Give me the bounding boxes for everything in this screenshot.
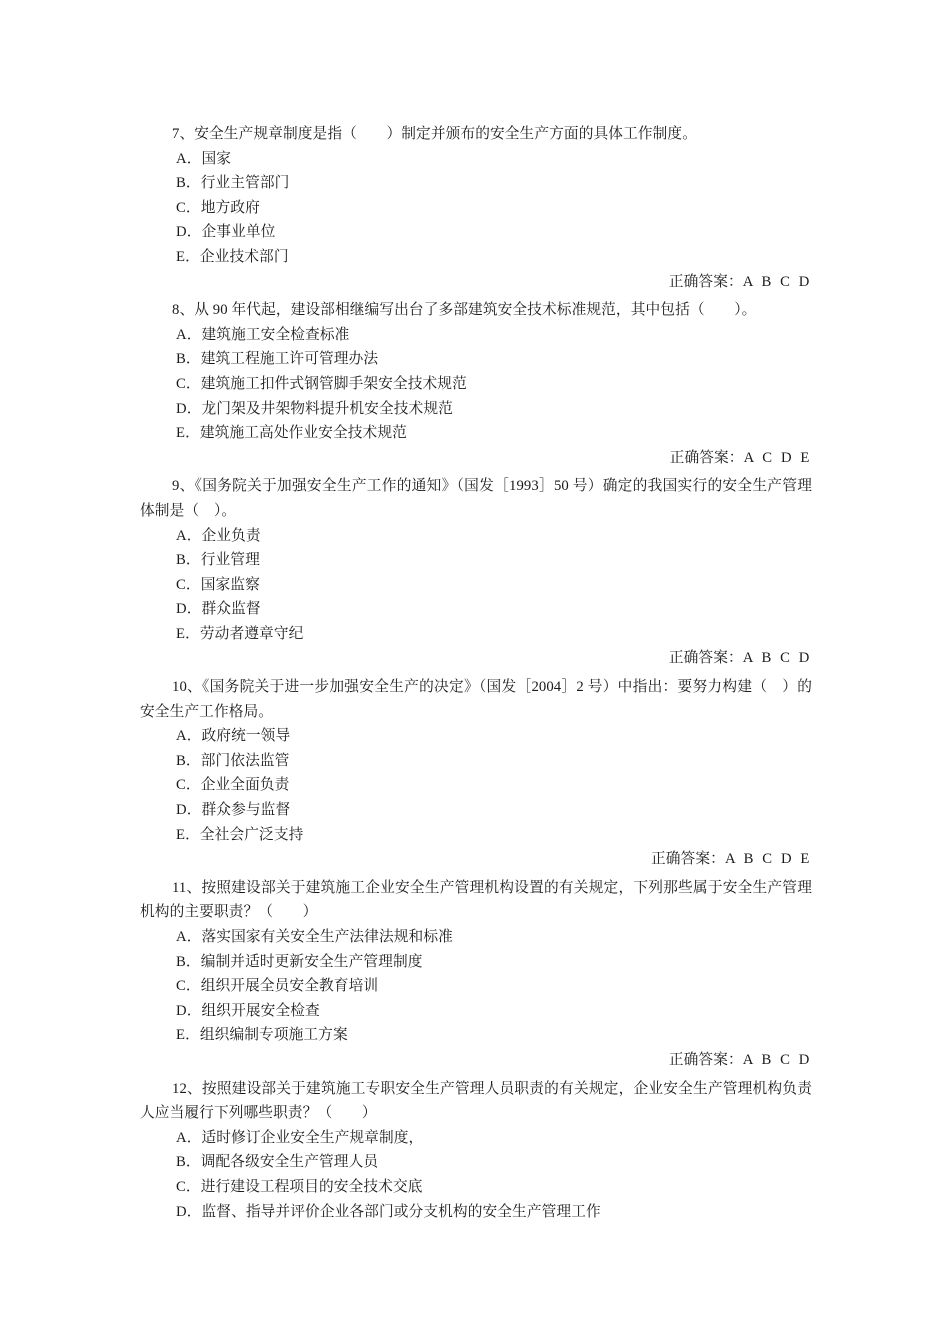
question-stem-text: 按照建设部关于建筑施工企业安全生产管理机构设置的有关规定，下列那些属于安全生产管理机构的主要职责？（ ）	[140, 879, 812, 921]
option-letter: C	[176, 777, 186, 794]
question-number: 7、	[172, 126, 195, 142]
correct-answer-label: 正确答案：	[669, 449, 744, 466]
correct-answer-value: A B C D	[742, 1051, 812, 1068]
option-text: 行业管理	[200, 552, 260, 569]
option-letter: A	[176, 527, 187, 544]
option-letter: D	[176, 400, 187, 417]
question-option[interactable]	[140, 1175, 812, 1200]
option-letter: B	[176, 175, 186, 192]
option-text: 地方政府	[200, 199, 260, 216]
option-letter: A	[176, 326, 187, 343]
option-text: 企业负责	[201, 527, 261, 544]
option-letter: D	[176, 224, 187, 241]
option-text: 群众监督	[201, 601, 261, 618]
question-option[interactable]	[140, 220, 812, 245]
option-text: 建筑施工扣件式钢管脚手架安全技术规范	[200, 375, 467, 392]
option-separator: ．	[185, 953, 201, 970]
option-letter: D	[176, 601, 187, 618]
question-number: 10、	[172, 679, 203, 696]
block-spacer	[140, 470, 812, 471]
option-separator: ．	[186, 929, 202, 945]
correct-answer-value: A B C D	[742, 273, 812, 290]
option-text: 适时修订企业安全生产规章制度，	[201, 1129, 424, 1146]
option-separator: ．	[186, 601, 202, 618]
option-separator: ．	[185, 552, 201, 569]
option-text: 企事业单位	[201, 224, 276, 241]
question-block	[140, 675, 812, 873]
option-separator: ．	[185, 1027, 200, 1044]
question-option[interactable]	[140, 421, 812, 446]
question-option[interactable]	[140, 999, 812, 1024]
option-text: 监督、指导并评价企业各部门或分支机构的安全生产管理工作	[201, 1203, 601, 1220]
question-option[interactable]	[140, 147, 812, 172]
correct-answer	[140, 270, 812, 295]
correct-answer-value: A B C D	[742, 650, 812, 667]
option-separator: ．	[185, 199, 201, 216]
question-option[interactable]	[140, 724, 812, 749]
option-separator: ．	[185, 777, 201, 794]
option-separator: ．	[186, 1129, 202, 1146]
option-text: 建筑施工高处作业安全技术规范	[199, 425, 407, 442]
question-stem	[140, 474, 812, 523]
option-text: 调配各级安全生产管理人员	[200, 1154, 379, 1171]
option-separator: ．	[186, 400, 202, 417]
option-separator: ．	[185, 175, 201, 192]
option-letter: C	[176, 1178, 186, 1195]
option-letter: C	[176, 375, 186, 392]
option-letter: B	[176, 552, 186, 569]
option-letter: E	[176, 425, 186, 442]
question-stem-text: 安全生产规章制度是指（ ）制定并颁布的安全生产方面的具体工作制度。	[194, 126, 698, 142]
option-text: 组织开展安全检查	[201, 1002, 320, 1019]
correct-answer	[140, 847, 812, 872]
question-stem-text: 从 90 年代起，建设部相继编写出台了多部建筑安全技术标准规范，其中包括（ ）。	[194, 302, 757, 319]
correct-answer-label: 正确答案：	[668, 273, 743, 290]
option-letter: B	[176, 351, 186, 368]
question-option[interactable]	[140, 245, 812, 270]
option-separator: ．	[185, 248, 200, 265]
option-letter: E	[176, 1027, 186, 1044]
question-option[interactable]	[140, 974, 812, 999]
option-letter: B	[176, 752, 186, 769]
option-separator: ．	[185, 576, 201, 593]
question-option[interactable]	[140, 372, 812, 397]
question-option[interactable]	[140, 622, 812, 647]
block-spacer	[140, 294, 812, 295]
question-stem	[140, 122, 812, 147]
correct-answer	[140, 1048, 812, 1073]
option-separator: ．	[185, 351, 201, 368]
option-text: 龙门架及井架物料提升机安全技术规范	[201, 400, 453, 417]
option-separator: ．	[186, 1203, 202, 1220]
question-option[interactable]	[140, 1150, 812, 1175]
correct-answer-value: A C D E	[743, 449, 812, 466]
option-separator: ．	[186, 224, 202, 241]
question-block	[140, 474, 812, 672]
question-option[interactable]	[140, 1126, 812, 1151]
option-text: 建筑工程施工许可管理办法	[200, 351, 379, 368]
option-text: 进行建设工程项目的安全技术交底	[200, 1178, 423, 1195]
question-stem	[140, 1077, 812, 1126]
block-spacer	[140, 872, 812, 873]
question-option[interactable]	[140, 597, 812, 622]
option-separator: ．	[186, 728, 202, 745]
option-letter: D	[176, 1002, 187, 1019]
option-separator: ．	[185, 752, 201, 769]
option-text: 组织编制专项施工方案	[199, 1027, 348, 1044]
option-letter: E	[176, 625, 186, 642]
correct-answer	[140, 646, 812, 671]
question-option[interactable]	[140, 196, 812, 221]
correct-answer	[140, 446, 812, 471]
question-block	[140, 876, 812, 1074]
option-text: 部门依法监管	[200, 752, 290, 769]
block-spacer	[140, 671, 812, 672]
question-option[interactable]	[140, 347, 812, 372]
question-option[interactable]	[140, 773, 812, 798]
option-text: 国家	[201, 150, 232, 167]
option-separator: ．	[185, 1154, 201, 1171]
option-text: 政府统一领导	[201, 728, 291, 745]
option-letter: A	[176, 1129, 187, 1146]
option-text: 建筑施工安全检查标准	[201, 326, 350, 343]
question-block	[140, 298, 812, 471]
question-option[interactable]	[140, 397, 812, 422]
correct-answer-label: 正确答案：	[668, 1051, 743, 1068]
question-option[interactable]	[140, 323, 812, 348]
option-letter: D	[176, 1203, 187, 1220]
option-letter: B	[176, 1154, 186, 1171]
option-letter: C	[176, 576, 186, 593]
option-letter: C	[176, 199, 186, 216]
correct-answer-label: 正确答案：	[650, 851, 725, 868]
question-stem	[140, 876, 812, 925]
question-option[interactable]	[140, 1023, 812, 1048]
option-text: 行业主管部门	[200, 175, 290, 192]
option-letter: E	[176, 248, 186, 265]
block-spacer	[140, 1073, 812, 1074]
question-option[interactable]	[140, 524, 812, 549]
option-text: 劳动者遵章守纪	[199, 625, 304, 642]
question-stem-text: 按照建设部关于建筑施工专职安全生产管理人员职责的有关规定，企业安全生产管理机构负责人应当履行下列哪些职责？（ ）	[140, 1080, 812, 1122]
correct-answer-label: 正确答案：	[668, 650, 743, 667]
question-number: 11、	[172, 879, 202, 896]
question-option[interactable]	[140, 823, 812, 848]
question-option[interactable]	[140, 798, 812, 823]
option-text: 企业技术部门	[199, 248, 289, 265]
correct-answer-value: A B C D E	[724, 851, 812, 868]
option-separator: ．	[186, 802, 202, 819]
option-separator: ．	[185, 375, 201, 392]
question-option[interactable]	[140, 171, 812, 196]
option-letter: A	[176, 929, 187, 945]
question-option[interactable]	[140, 950, 812, 975]
option-separator: ．	[186, 1002, 202, 1019]
question-block	[140, 1077, 812, 1225]
question-option[interactable]	[140, 573, 812, 598]
question-number: 12、	[172, 1080, 202, 1097]
option-text: 全社会广泛支持	[199, 826, 304, 843]
question-stem-text: 《国务院关于进一步加强安全生产的决定》（国发［2004］2 号）中指出：要努力构建（ ）的安全生产工作格局。	[140, 679, 812, 720]
question-stem	[140, 298, 812, 323]
option-separator: ．	[185, 826, 200, 843]
option-letter: A	[176, 728, 187, 745]
option-separator: ．	[186, 527, 202, 544]
question-stem-text: 《国务院关于加强安全生产工作的通知》（国发［1993］50 号）确定的我国实行的安全生产管理体制是（ ）。	[140, 478, 813, 519]
option-separator: ．	[186, 326, 202, 343]
question-option[interactable]	[140, 548, 812, 573]
option-separator: ．	[186, 150, 202, 167]
option-letter: B	[176, 953, 186, 970]
option-text: 编制并适时更新安全生产管理制度	[200, 953, 423, 970]
option-letter: A	[176, 150, 187, 167]
option-letter: C	[176, 978, 186, 995]
option-letter: D	[176, 802, 187, 819]
question-option[interactable]	[140, 925, 812, 950]
option-text: 组织开展全员安全教育培训	[200, 978, 379, 995]
option-text: 国家监察	[200, 576, 260, 593]
option-separator: ．	[185, 1178, 201, 1195]
option-text: 群众参与监督	[201, 802, 291, 819]
option-text: 落实国家有关安全生产法律法规和标准	[201, 929, 453, 945]
option-separator: ．	[185, 978, 201, 995]
option-separator: ．	[185, 425, 200, 442]
question-list	[140, 122, 812, 1227]
option-letter: E	[176, 826, 186, 843]
option-text: 企业全面负责	[200, 777, 290, 794]
question-option[interactable]	[140, 749, 812, 774]
question-number: 9、	[172, 478, 195, 495]
question-option[interactable]	[140, 1200, 812, 1225]
question-block	[140, 122, 812, 295]
option-separator: ．	[185, 625, 200, 642]
question-stem	[140, 675, 812, 724]
question-number: 8、	[172, 302, 195, 319]
